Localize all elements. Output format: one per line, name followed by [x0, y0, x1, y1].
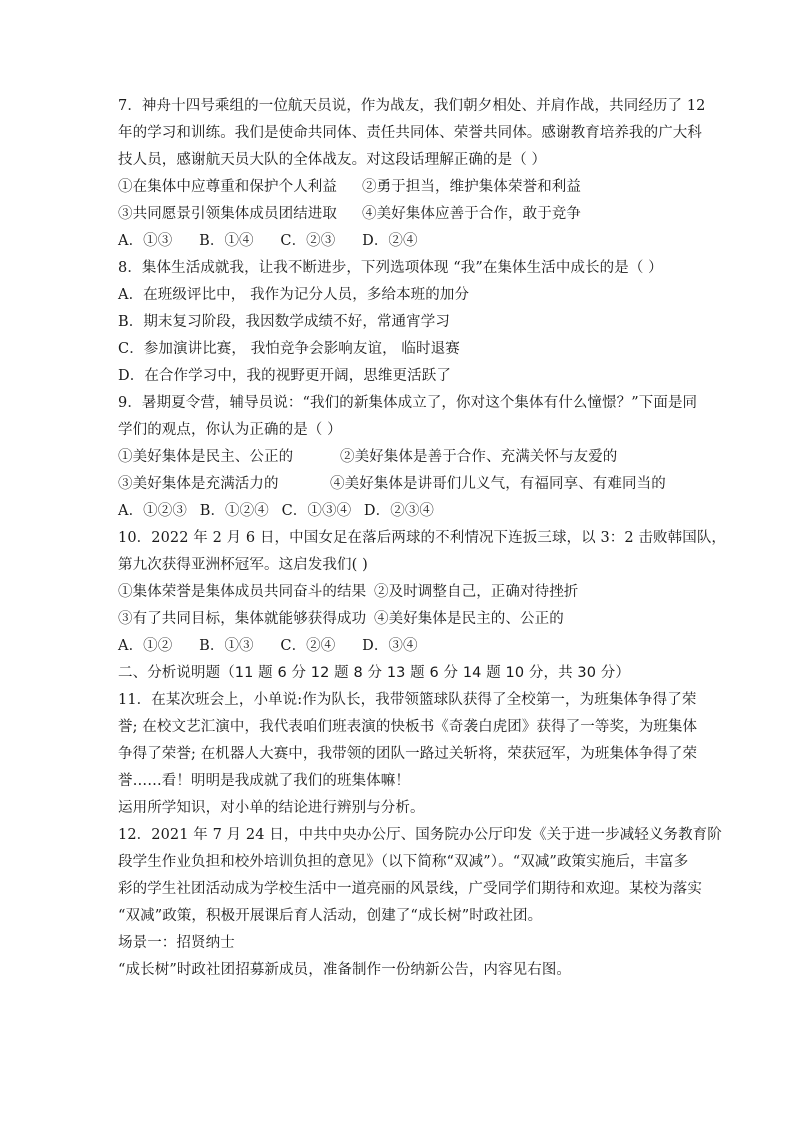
q10-stem-line-1: 10．2022 年 2 月 6 日，中国女足在落后两球的不利情况下连扳三球，以 3：2 击败韩国队， — [118, 530, 727, 546]
question-7 — [118, 93, 706, 255]
q8-option-a[interactable]: A．在班级评比中， 我作为记分人员，多给本班的加分 — [118, 287, 470, 303]
question-8 — [118, 255, 678, 390]
q7-stem-line-1: 7．神舟十四号乘组的一位航天员说，作为战友，我们朝夕相处、并肩作战，共同经历了 12 — [118, 98, 706, 114]
q8-option-b[interactable]: B．期末复习阶段，我因数学成绩不好，常通宵学习 — [118, 314, 450, 330]
q12-line-1: 12．2021 年 7 月 24 日，中共中央办公厅、国务院办公厅印发《关于进一步减轻义务教育阶 — [118, 827, 722, 843]
q8-option-d[interactable]: D．在合作学习中，我的视野更开阔，思维更活跃了 — [118, 368, 451, 384]
q12-line-2: 段学生作业负担和校外培训负担的意见》（以下简称“双减”）。“双减”政策实施后，丰富多 — [118, 854, 689, 870]
q9-items-row-1 — [118, 444, 678, 471]
q11-line-1: 11．在某次班会上，小单说:作为队长，我带领篮球队获得了全校第一，为班集体争得了荣 — [118, 692, 697, 708]
q10-items-row-2 — [118, 606, 678, 633]
q10-option-b[interactable]: B．①③ — [199, 638, 254, 654]
q8-stem: 8．集体生活成就我，让我不断进步，下列选项体现 “我”在集体生活中成长的是（ ） — [118, 260, 663, 276]
q12-line-6: “成长树”时政社团招募新成员，准备制作一份纳新公告，内容见右图。 — [118, 962, 572, 978]
q10-item-2: ②及时调整自己，正确对待挫折 — [374, 584, 579, 600]
question-12 — [118, 822, 722, 984]
q10-item-3: ③有了共同目标，集体就能够获得成功 — [118, 611, 367, 627]
q9-stem-line-1: 9．暑期夏令营，辅导员说：“我们的新集体成立了，你对这个集体有什么憧憬？”下面是同 — [118, 395, 698, 411]
q9-item-4: ④美好集体是讲哥们儿义气，有福同享、有难同当的 — [330, 476, 666, 492]
q12-line-5: 场景一：招贤纳士 — [118, 935, 235, 951]
q7-stem-line-2: 年的学习和训练。我们是使命共同体、责任共同体、荣誉共同体。感谢教育培养我的广大科 — [118, 125, 702, 141]
q10-option-c[interactable]: C．②④ — [280, 638, 336, 654]
q10-item-1: ①集体荣誉是集体成员共同奋斗的结果 — [118, 584, 367, 600]
q7-option-c[interactable]: C．②③ — [280, 233, 336, 249]
q7-item-4: ④美好集体应善于合作，敢于竞争 — [362, 206, 581, 222]
q11-line-2: 誉; 在校文艺汇演中，我代表咱们班表演的快板书《奇袭白虎团》获得了一等奖，为班集体 — [118, 719, 698, 735]
q7-option-d[interactable]: D．②④ — [362, 233, 418, 249]
q9-option-d[interactable]: D．②③④ — [363, 503, 435, 519]
q7-items-row-1 — [118, 174, 678, 201]
q7-options — [118, 228, 678, 255]
q9-option-c[interactable]: C．①③④ — [281, 503, 352, 519]
q7-item-3: ③共同愿景引领集体成员团结进取 — [118, 206, 337, 222]
q9-option-b[interactable]: B．①②④ — [199, 503, 269, 519]
q9-item-2: ②美好集体是善于合作、充满关怀与友爱的 — [340, 449, 618, 465]
question-11 — [118, 687, 698, 822]
q10-option-d[interactable]: D．③④ — [362, 638, 418, 654]
q9-stem-line-2: 学们的观点，你认为正确的是（ ） — [118, 422, 342, 438]
q11-line-5: 运用所学知识，对小单的结论进行辨别与分析。 — [118, 800, 425, 816]
q9-options — [118, 498, 678, 525]
section-2-title: 二、分析说明题（11 题 6 分 12 题 8 分 13 题 6 分 14 题 10 分，共 30 分） — [118, 665, 630, 681]
q12-line-3: 彩的学生社团活动成为学校生活中一道亮丽的风景线，广受同学们期待和欢迎。某校为落实 — [118, 881, 702, 897]
q7-items-row-2 — [118, 201, 678, 228]
q7-option-b[interactable]: B．①④ — [199, 233, 254, 249]
q10-items-row-1 — [118, 579, 678, 606]
q10-option-a[interactable]: A．①② — [118, 638, 173, 654]
q11-line-3: 争得了荣誉; 在机器人大赛中，我带领的团队一路过关斩将，荣获冠军，为班集体争得了荣 — [118, 746, 698, 762]
question-10 — [118, 525, 727, 660]
exam-page — [118, 93, 727, 984]
question-9 — [118, 390, 698, 525]
q10-options — [118, 633, 678, 660]
q12-line-4: “双减”政策，积极开展课后育人活动，创建了“成长树”时政社团。 — [118, 908, 543, 924]
q10-stem-line-2: 第九次获得亚洲杯冠军。这启发我们( ) — [118, 557, 368, 573]
q7-option-a[interactable]: A．①③ — [118, 233, 173, 249]
q11-line-4: 誉……看！明明是我成就了我们的班集体嘛！ — [118, 773, 410, 789]
q9-option-a[interactable]: A．①②③ — [118, 503, 187, 519]
q8-option-c[interactable]: C．参加演讲比赛， 我怕竞争会影响友谊， 临时退赛 — [118, 341, 460, 357]
q9-item-1: ①美好集体是民主、公正的 — [118, 449, 294, 465]
q10-item-4: ④美好集体是民主的、公正的 — [374, 611, 564, 627]
q9-items-row-2 — [118, 471, 678, 498]
q9-item-3: ③美好集体是充满活力的 — [118, 476, 279, 492]
q7-stem-line-3: 技人员，感谢航天员大队的全体战友。对这段话理解正确的是（ ） — [118, 152, 547, 168]
q7-item-1: ①在集体中应尊重和保护个人利益 — [118, 179, 337, 195]
q7-item-2: ②勇于担当，维护集体荣誉和利益 — [362, 179, 581, 195]
